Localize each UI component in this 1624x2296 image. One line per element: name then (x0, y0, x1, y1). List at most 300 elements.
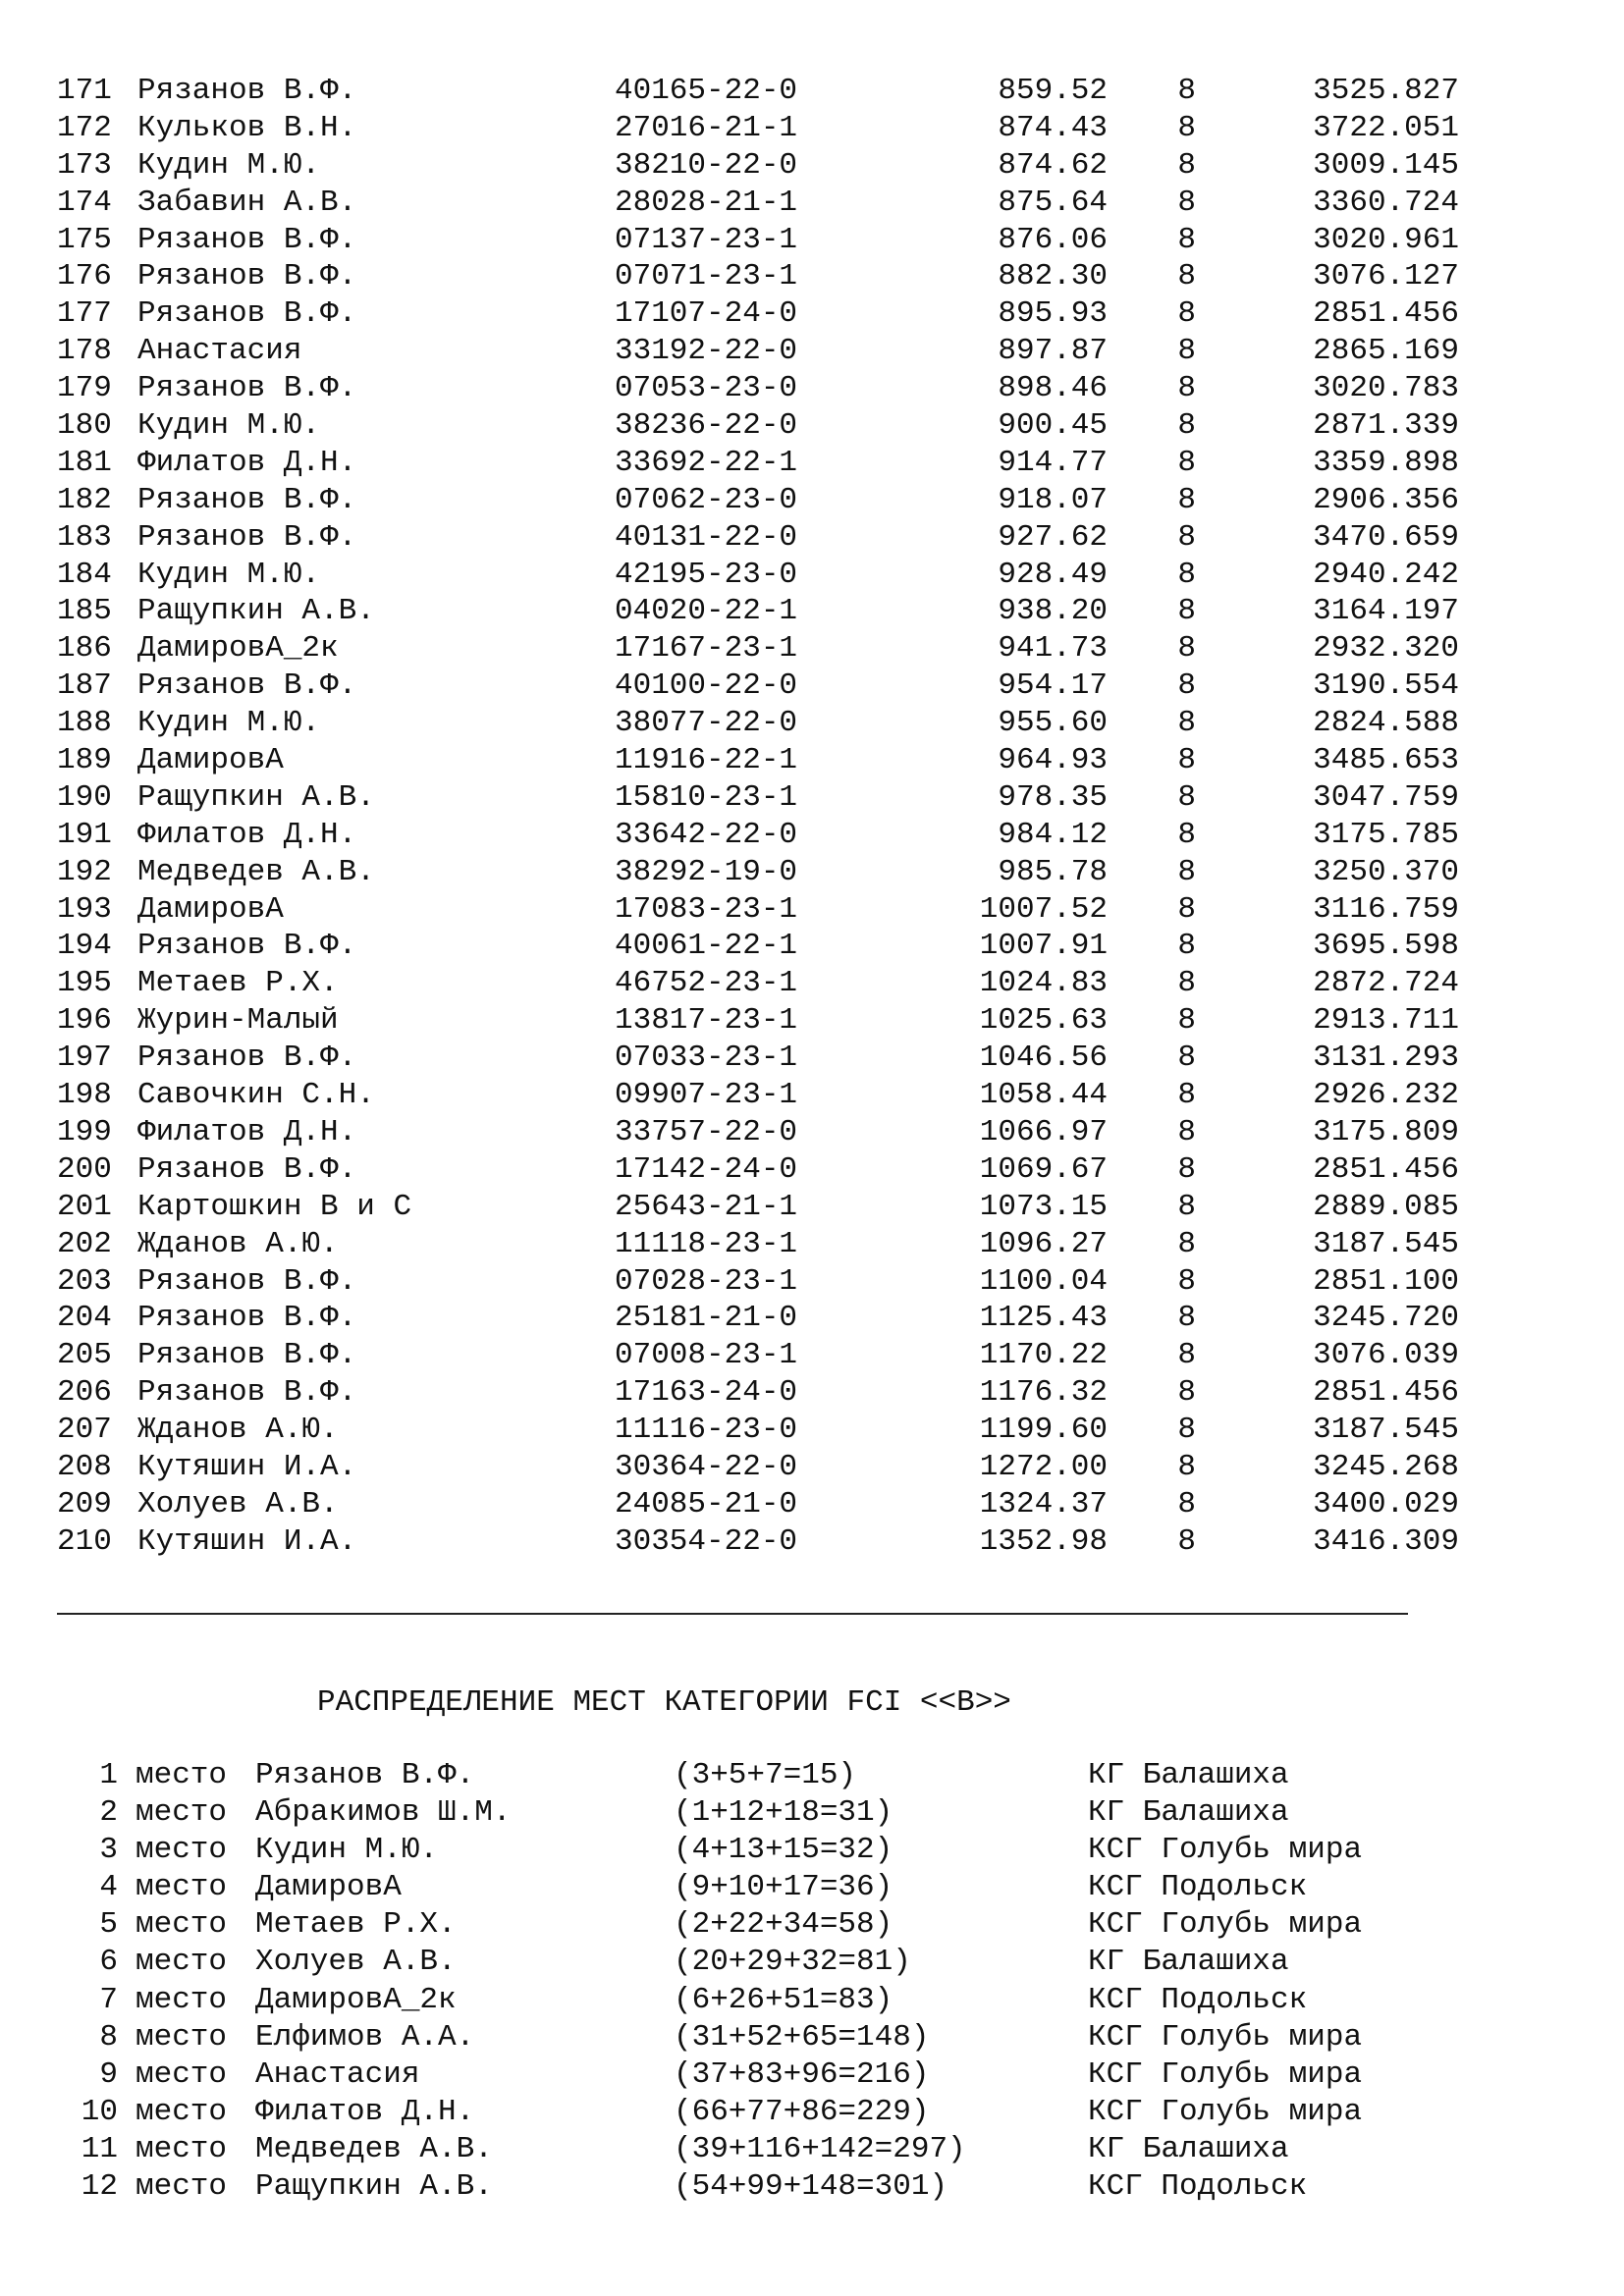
fancier-name: Метаев Р.Х. (255, 1907, 457, 1943)
score-value: 3116.759 (1313, 891, 1459, 927)
score-value: 3020.783 (1313, 371, 1459, 406)
fancier-name: Кульков В.Н. (137, 110, 357, 145)
row-number: 180 (57, 408, 112, 444)
speed-value: 859.52 (998, 74, 1108, 108)
ring-number: 11116-23-0 (615, 1413, 798, 1448)
place-formula: (66+77+86=229) (674, 2094, 930, 2129)
score-value: 3187.545 (1313, 1413, 1459, 1448)
table-row (57, 705, 1459, 742)
speed-value: 984.12 (998, 817, 1108, 852)
count-value: 8 (1177, 519, 1196, 555)
ranking-row (57, 1944, 1412, 1981)
row-number: 192 (57, 854, 112, 889)
count-value: 8 (1177, 1041, 1196, 1076)
count-value: 8 (1177, 482, 1196, 517)
speed-value: 964.93 (998, 743, 1108, 778)
table-row (57, 333, 1459, 370)
club-name: КГ Балашиха (1088, 1945, 1289, 1980)
score-value: 3076.127 (1313, 259, 1459, 294)
place-formula: (3+5+7=15) (674, 1758, 857, 1792)
count-value: 8 (1177, 1114, 1196, 1149)
place-number: 1 (99, 1758, 118, 1792)
row-number: 196 (57, 1003, 112, 1039)
fancier-name: Кудин М.Ю. (137, 408, 321, 444)
count-value: 8 (1177, 1003, 1196, 1039)
score-value: 3360.724 (1313, 185, 1459, 220)
fancier-name: Рязанов В.Ф. (137, 1151, 357, 1187)
fancier-name: Филатов Д.Н. (137, 1114, 357, 1149)
fancier-name: Рязанов В.Ф. (137, 74, 357, 108)
score-value: 2940.242 (1313, 557, 1459, 592)
count-value: 8 (1177, 110, 1196, 145)
count-value: 8 (1177, 854, 1196, 889)
speed-value: 1176.32 (979, 1375, 1108, 1411)
place-word: место (135, 1982, 228, 2017)
fancier-name: Холуев А.В. (137, 1486, 339, 1522)
fancier-name: Рязанов В.Ф. (137, 668, 357, 704)
ring-number: 17107-24-0 (615, 296, 798, 332)
row-number: 174 (57, 185, 112, 220)
row-number: 209 (57, 1486, 112, 1522)
row-number: 189 (57, 743, 112, 778)
count-value: 8 (1177, 1338, 1196, 1373)
place-number: 7 (99, 1982, 118, 2017)
speed-value: 1066.97 (979, 1114, 1108, 1149)
score-value: 3359.898 (1313, 445, 1459, 480)
place-formula: (6+26+51=83) (674, 1982, 893, 2017)
row-number: 198 (57, 1078, 112, 1113)
fancier-name: ДамировА (255, 1870, 402, 1905)
ring-number: 33192-22-0 (615, 334, 798, 369)
place-formula: (9+10+17=36) (674, 1870, 893, 1905)
speed-value: 900.45 (998, 408, 1108, 444)
ring-number: 28028-21-1 (615, 185, 798, 220)
fancier-name: Ращупкин А.В. (137, 594, 375, 629)
count-value: 8 (1177, 445, 1196, 480)
ranking-row (57, 2019, 1412, 2056)
count-value: 8 (1177, 1078, 1196, 1113)
row-number: 208 (57, 1449, 112, 1484)
score-value: 3416.309 (1313, 1523, 1459, 1559)
fancier-name: Рязанов В.Ф. (255, 1758, 475, 1792)
score-value: 3047.759 (1313, 779, 1459, 815)
table-row (57, 817, 1459, 854)
score-value: 2906.356 (1313, 482, 1459, 517)
ring-number: 40100-22-0 (615, 668, 798, 704)
row-number: 194 (57, 929, 112, 964)
row-number: 193 (57, 891, 112, 927)
fancier-name: Холуев А.В. (255, 1945, 457, 1980)
ring-number: 07033-23-1 (615, 1041, 798, 1076)
score-value: 2865.169 (1313, 334, 1459, 369)
count-value: 8 (1177, 557, 1196, 592)
ring-number: 17167-23-1 (615, 631, 798, 667)
row-number: 171 (57, 74, 112, 108)
club-name: КГ Балашиха (1088, 1758, 1289, 1792)
fancier-name: Рязанов В.Ф. (137, 222, 357, 257)
fancier-name: Савочкин С.Н. (137, 1078, 375, 1113)
ring-number: 42195-23-0 (615, 557, 798, 592)
count-value: 8 (1177, 1449, 1196, 1484)
ranking-row (57, 1869, 1412, 1906)
ring-number: 07028-23-1 (615, 1263, 798, 1299)
count-value: 8 (1177, 408, 1196, 444)
table-row (57, 1374, 1459, 1412)
row-number: 181 (57, 445, 112, 480)
table-row (57, 482, 1459, 519)
fancier-name: Кудин М.Ю. (137, 706, 321, 741)
table-row (57, 258, 1459, 295)
table-row (57, 667, 1459, 705)
club-name: КСГ Подольск (1088, 2169, 1308, 2205)
fancier-name: Филатов Д.Н. (137, 817, 357, 852)
speed-value: 1046.56 (979, 1041, 1108, 1076)
place-number: 5 (99, 1907, 118, 1943)
table-row (57, 1523, 1459, 1561)
ring-number: 30354-22-0 (615, 1523, 798, 1559)
score-value: 3190.554 (1313, 668, 1459, 704)
fancier-name: Ращупкин А.В. (255, 2169, 493, 2205)
ring-number: 11916-22-1 (615, 743, 798, 778)
club-name: КСГ Голубь мира (1088, 1833, 1363, 1868)
table-row (57, 110, 1459, 147)
fancier-name: Рязанов В.Ф. (137, 1301, 357, 1336)
count-value: 8 (1177, 668, 1196, 704)
ring-number: 27016-21-1 (615, 110, 798, 145)
table-row (57, 1077, 1459, 1114)
row-number: 202 (57, 1226, 112, 1261)
place-word: место (135, 2019, 228, 2055)
speed-value: 1096.27 (979, 1226, 1108, 1261)
ring-number: 07062-23-0 (615, 482, 798, 517)
speed-value: 1324.37 (979, 1486, 1108, 1522)
fancier-name: Кудин М.Ю. (137, 147, 321, 183)
club-name: КСГ Голубь мира (1088, 2019, 1363, 2055)
place-word: место (135, 1833, 228, 1868)
fancier-name: Рязанов В.Ф. (137, 371, 357, 406)
count-value: 8 (1177, 371, 1196, 406)
score-value: 2851.456 (1313, 1375, 1459, 1411)
fancier-name: Абракимов Ш.М. (255, 1795, 512, 1831)
score-value: 2932.320 (1313, 631, 1459, 667)
place-formula: (2+22+34=58) (674, 1907, 893, 1943)
ranking-row (57, 2056, 1412, 2094)
score-value: 3175.809 (1313, 1114, 1459, 1149)
count-value: 8 (1177, 1151, 1196, 1187)
speed-value: 898.46 (998, 371, 1108, 406)
row-number: 187 (57, 668, 112, 704)
fancier-name: Забавин А.В. (137, 185, 357, 220)
fancier-name: Рязанов В.Ф. (137, 482, 357, 517)
row-number: 201 (57, 1189, 112, 1224)
fancier-name: Жданов А.Ю. (137, 1413, 339, 1448)
speed-value: 897.87 (998, 334, 1108, 369)
ranking-title: РАСПРЕДЕЛЕНИЕ МЕСТ КАТЕГОРИИ FCI <<B>> (317, 1685, 1011, 1720)
table-row (57, 1412, 1459, 1449)
speed-value: 1100.04 (979, 1263, 1108, 1299)
speed-value: 927.62 (998, 519, 1108, 555)
ring-number: 17163-24-0 (615, 1375, 798, 1411)
place-number: 8 (99, 2019, 118, 2055)
table-row (57, 742, 1459, 779)
score-value: 2871.339 (1313, 408, 1459, 444)
fancier-name: Рязанов В.Ф. (137, 1375, 357, 1411)
ring-number: 13817-23-1 (615, 1003, 798, 1039)
table-row (57, 370, 1459, 407)
place-formula: (1+12+18=31) (674, 1795, 893, 1831)
row-number: 190 (57, 779, 112, 815)
fancier-name: ДамировА_2к (255, 1982, 457, 2017)
results-table (57, 73, 1459, 1561)
table-row (57, 445, 1459, 482)
table-row (57, 557, 1459, 594)
row-number: 197 (57, 1041, 112, 1076)
ring-number: 40061-22-1 (615, 929, 798, 964)
row-number: 195 (57, 966, 112, 1001)
row-number: 183 (57, 519, 112, 555)
fancier-name: Журин-Малый (137, 1003, 339, 1039)
ring-number: 33642-22-0 (615, 817, 798, 852)
ring-number: 33757-22-0 (615, 1114, 798, 1149)
place-number: 11 (81, 2131, 118, 2166)
speed-value: 874.62 (998, 147, 1108, 183)
speed-value: 895.93 (998, 296, 1108, 332)
score-value: 2872.724 (1313, 966, 1459, 1001)
score-value: 2926.232 (1313, 1078, 1459, 1113)
place-word: место (135, 2131, 228, 2166)
score-value: 3400.029 (1313, 1486, 1459, 1522)
count-value: 8 (1177, 259, 1196, 294)
ring-number: 38236-22-0 (615, 408, 798, 444)
count-value: 8 (1177, 147, 1196, 183)
ring-number: 46752-23-1 (615, 966, 798, 1001)
row-number: 173 (57, 147, 112, 183)
fancier-name: Картошкин В и С (137, 1189, 412, 1224)
ring-number: 15810-23-1 (615, 779, 798, 815)
place-formula: (4+13+15=32) (674, 1833, 893, 1868)
fancier-name: Рязанов В.Ф. (137, 1263, 357, 1299)
speed-value: 1069.67 (979, 1151, 1108, 1187)
row-number: 175 (57, 222, 112, 257)
score-value: 3470.659 (1313, 519, 1459, 555)
row-number: 188 (57, 706, 112, 741)
score-value: 2913.711 (1313, 1003, 1459, 1039)
speed-value: 978.35 (998, 779, 1108, 815)
speed-value: 1007.52 (979, 891, 1108, 927)
table-row (57, 1263, 1459, 1301)
count-value: 8 (1177, 1523, 1196, 1559)
score-value: 3485.653 (1313, 743, 1459, 778)
count-value: 8 (1177, 1413, 1196, 1448)
table-row (57, 1040, 1459, 1077)
speed-value: 1199.60 (979, 1413, 1108, 1448)
fancier-name: Метаев Р.Х. (137, 966, 339, 1001)
score-value: 2889.085 (1313, 1189, 1459, 1224)
score-value: 3131.293 (1313, 1041, 1459, 1076)
score-value: 3009.145 (1313, 147, 1459, 183)
ring-number: 17083-23-1 (615, 891, 798, 927)
count-value: 8 (1177, 1301, 1196, 1336)
ranking-row (57, 1906, 1412, 1944)
row-number: 178 (57, 334, 112, 369)
table-row (57, 928, 1459, 965)
place-formula: (37+83+96=216) (674, 2056, 930, 2092)
place-word: место (135, 2169, 228, 2205)
table-row (57, 779, 1459, 817)
ring-number: 17142-24-0 (615, 1151, 798, 1187)
fancier-name: Рязанов В.Ф. (137, 1041, 357, 1076)
club-name: КСГ Подольск (1088, 1982, 1308, 2017)
count-value: 8 (1177, 334, 1196, 369)
fancier-name: Кудин М.Ю. (255, 1833, 439, 1868)
speed-value: 1352.98 (979, 1523, 1108, 1559)
table-row (57, 295, 1459, 333)
speed-value: 938.20 (998, 594, 1108, 629)
ranking-row (57, 1982, 1412, 2019)
count-value: 8 (1177, 706, 1196, 741)
row-number: 205 (57, 1338, 112, 1373)
ring-number: 07137-23-1 (615, 222, 798, 257)
fancier-name: Кудин М.Ю. (137, 557, 321, 592)
row-number: 191 (57, 817, 112, 852)
ring-number: 04020-22-1 (615, 594, 798, 629)
row-number: 177 (57, 296, 112, 332)
place-word: место (135, 1870, 228, 1905)
speed-value: 882.30 (998, 259, 1108, 294)
row-number: 176 (57, 259, 112, 294)
fancier-name: Рязанов В.Ф. (137, 1338, 357, 1373)
place-word: место (135, 1945, 228, 1980)
table-row (57, 1449, 1459, 1486)
place-word: место (135, 1795, 228, 1831)
row-number: 204 (57, 1301, 112, 1336)
table-row (57, 1226, 1459, 1263)
club-name: КГ Балашиха (1088, 2131, 1289, 2166)
table-row (57, 222, 1459, 259)
place-number: 10 (81, 2094, 118, 2129)
fancier-name: Медведев А.В. (137, 854, 375, 889)
count-value: 8 (1177, 185, 1196, 220)
fancier-name: Медведев А.В. (255, 2131, 493, 2166)
table-row (57, 630, 1459, 667)
speed-value: 1073.15 (979, 1189, 1108, 1224)
fancier-name: Рязанов В.Ф. (137, 519, 357, 555)
place-number: 6 (99, 1945, 118, 1980)
place-formula: (31+52+65=148) (674, 2019, 930, 2055)
club-name: КГ Балашиха (1088, 1795, 1289, 1831)
score-value: 3722.051 (1313, 110, 1459, 145)
table-row (57, 965, 1459, 1002)
speed-value: 874.43 (998, 110, 1108, 145)
row-number: 207 (57, 1413, 112, 1448)
speed-value: 1025.63 (979, 1003, 1108, 1039)
ring-number: 25181-21-0 (615, 1301, 798, 1336)
count-value: 8 (1177, 1486, 1196, 1522)
table-row (57, 1486, 1459, 1523)
score-value: 3525.827 (1313, 74, 1459, 108)
score-value: 3187.545 (1313, 1226, 1459, 1261)
table-row (57, 891, 1459, 929)
row-number: 200 (57, 1151, 112, 1187)
row-number: 206 (57, 1375, 112, 1411)
ring-number: 38292-19-0 (615, 854, 798, 889)
ring-number: 33692-22-1 (615, 445, 798, 480)
fancier-name: Ращупкин А.В. (137, 779, 375, 815)
club-name: КСГ Голубь мира (1088, 2094, 1363, 2129)
ring-number: 30364-22-0 (615, 1449, 798, 1484)
score-value: 2851.456 (1313, 296, 1459, 332)
place-word: место (135, 1758, 228, 1792)
place-number: 3 (99, 1833, 118, 1868)
ring-number: 40165-22-0 (615, 74, 798, 108)
table-row (57, 73, 1459, 110)
score-value: 3020.961 (1313, 222, 1459, 257)
count-value: 8 (1177, 1263, 1196, 1299)
ring-number: 25643-21-1 (615, 1189, 798, 1224)
table-row (57, 854, 1459, 891)
speed-value: 1170.22 (979, 1338, 1108, 1373)
ring-number: 11118-23-1 (615, 1226, 798, 1261)
speed-value: 941.73 (998, 631, 1108, 667)
row-number: 186 (57, 631, 112, 667)
score-value: 2824.588 (1313, 706, 1459, 741)
speed-value: 928.49 (998, 557, 1108, 592)
place-number: 4 (99, 1870, 118, 1905)
ranking-row (57, 1757, 1412, 1794)
count-value: 8 (1177, 929, 1196, 964)
count-value: 8 (1177, 74, 1196, 108)
count-value: 8 (1177, 891, 1196, 927)
fancier-name: Рязанов В.Ф. (137, 296, 357, 332)
ring-number: 07008-23-1 (615, 1338, 798, 1373)
score-value: 3250.370 (1313, 854, 1459, 889)
fancier-name: Анастасия (137, 334, 302, 369)
ring-number: 38077-22-0 (615, 706, 798, 741)
place-word: место (135, 1907, 228, 1943)
fancier-name: Кутяшин И.А. (137, 1523, 357, 1559)
count-value: 8 (1177, 779, 1196, 815)
table-row (57, 1151, 1459, 1189)
row-number: 172 (57, 110, 112, 145)
table-row (57, 185, 1459, 222)
place-formula: (39+116+142=297) (674, 2131, 966, 2166)
ranking-row (57, 2094, 1412, 2131)
row-number: 210 (57, 1523, 112, 1559)
score-value: 3245.720 (1313, 1301, 1459, 1336)
count-value: 8 (1177, 631, 1196, 667)
speed-value: 918.07 (998, 482, 1108, 517)
ranking-row (57, 1832, 1412, 1869)
speed-value: 954.17 (998, 668, 1108, 704)
count-value: 8 (1177, 1226, 1196, 1261)
count-value: 8 (1177, 296, 1196, 332)
fancier-name: ДамировА (137, 891, 284, 927)
table-row (57, 147, 1459, 185)
ring-number: 07071-23-1 (615, 259, 798, 294)
table-row (57, 1337, 1459, 1374)
fancier-name: Филатов Д.Н. (255, 2094, 475, 2129)
fancier-name: Рязанов В.Ф. (137, 929, 357, 964)
count-value: 8 (1177, 594, 1196, 629)
count-value: 8 (1177, 817, 1196, 852)
table-row (57, 1002, 1459, 1040)
speed-value: 914.77 (998, 445, 1108, 480)
club-name: КСГ Подольск (1088, 1870, 1308, 1905)
speed-value: 875.64 (998, 185, 1108, 220)
score-value: 3076.039 (1313, 1338, 1459, 1373)
place-word: место (135, 2056, 228, 2092)
count-value: 8 (1177, 222, 1196, 257)
